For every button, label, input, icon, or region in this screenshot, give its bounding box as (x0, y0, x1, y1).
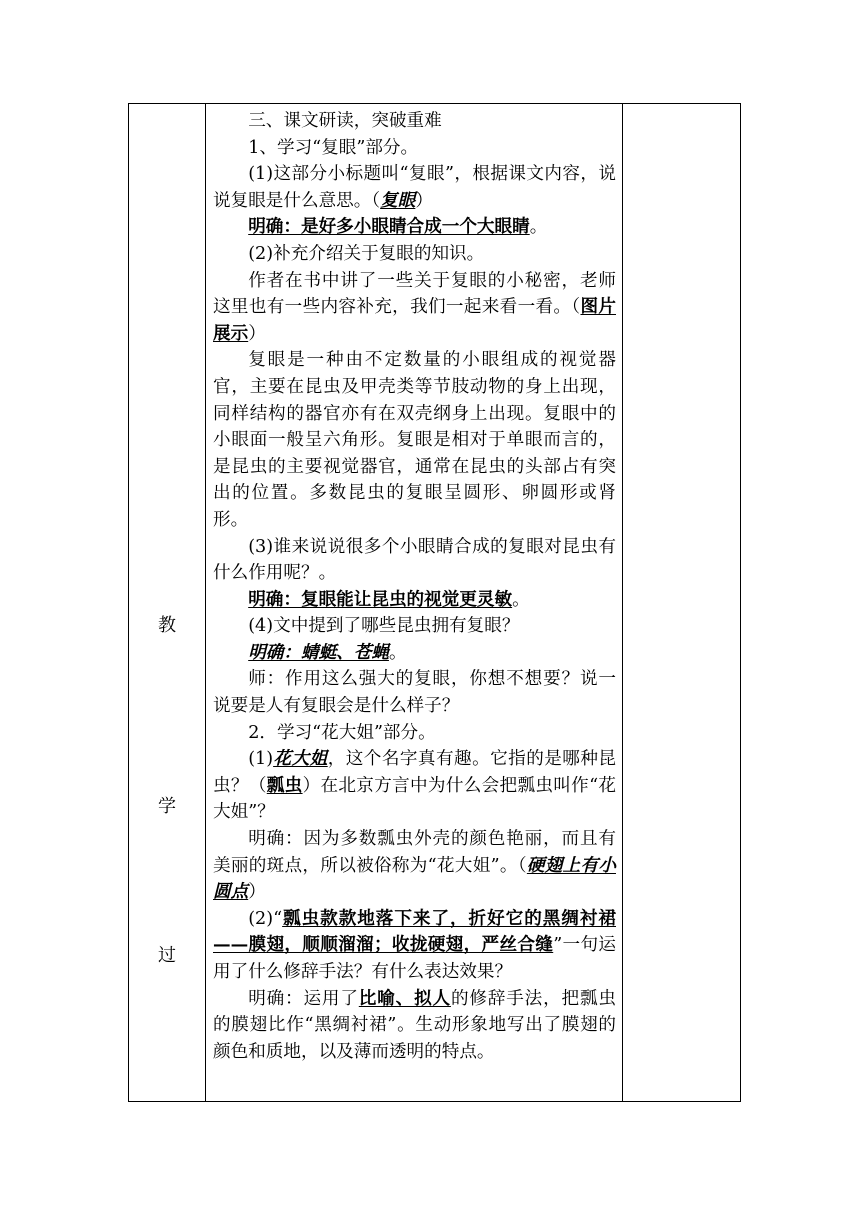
notes-cell (623, 104, 741, 1102)
side-char-3: 过 (158, 945, 176, 966)
question-text: (1) (248, 749, 274, 770)
side-char-1: 教 (158, 615, 176, 636)
emphasis-answer: 复眼 (380, 189, 416, 211)
answer-tail: ） (248, 882, 266, 903)
emphasis-answer: 比喻、拟人 (358, 987, 451, 1009)
emphasis-term: 花大姐 (273, 748, 328, 770)
content-cell (206, 104, 623, 1102)
body-paragraph (213, 268, 616, 348)
body-paragraph: 师：作用这么强大的复眼，你想不想要？说一说要是人有复眼会是什么样子？ (213, 669, 616, 717)
answer-paragraph (213, 826, 616, 906)
answer-tail: 。 (529, 217, 548, 238)
question-paragraph (213, 906, 616, 986)
emphasis-answer: 瓢虫 (266, 774, 303, 796)
question-text: (1)这部分小标题叫“复眼”，根据课文内容，说说复眼是什么意思。（ (213, 164, 616, 211)
emphasis-answer: 硬翅上有小圆点 (213, 854, 616, 903)
answer-paragraph (213, 587, 616, 614)
question-paragraph: (3)谁来说说很多个小眼睛合成的复眼对昆虫有什么作用呢？。 (213, 536, 616, 584)
answer-text: 明确：因为多数瓢虫外壳的颜色艳丽，而且有美丽的斑点，所以被俗称为“花大姐”。（ (213, 829, 616, 876)
lesson-table (128, 103, 741, 1102)
stage-label-cell (129, 104, 206, 1102)
subsection-heading: 2．学习“花大姐”部分。 (248, 722, 436, 743)
question-tail: ”一句运用了什么修辞手法？有什么表达效果？ (213, 935, 616, 982)
answer-text: 明确：是好多小眼睛合成一个大眼睛 (248, 216, 530, 238)
side-char-2: 学 (158, 796, 176, 817)
question-paragraph (213, 746, 616, 826)
question-tail: ）在北京方言中为什么会把瓢虫叫作“花大姐”？ (213, 775, 616, 823)
body-paragraph: 复眼是一种由不定数量的小眼组成的视觉器官，主要在昆虫及甲壳类等节肢动物的身上出现，同样结构的器官亦有在双壳纲身上出现。复眼中的小眼面一般呈六角形。复眼是相对于单眼而言的，是昆虫的主要视觉器官，通常在昆虫的头部占有突出的位置。多数昆虫的复眼呈圆形、卵圆形或肾形。 (213, 350, 616, 530)
body-tail: ） (248, 323, 266, 344)
question-paragraph: (2)补充介绍关于复眼的知识。 (248, 243, 485, 264)
question-paragraph: (4)文中提到了哪些昆虫拥有复眼？ (248, 616, 520, 637)
answer-paragraph (213, 986, 616, 1066)
answer-tail: 。 (512, 589, 530, 610)
answer-paragraph (213, 214, 616, 241)
answer-tail: 的修辞手法，把瓢虫的膜翅比作“黑绸衬裙”。生动形象地写出了膜翅的颜色和质地，以及薄而透明的特点。 (213, 988, 616, 1062)
emphasis-quote: 瓢虫款款地落下来了，折好它的黑绸衬裙——膜翅，顺顺溜溜；收拢硬翅，严丝合缝 (213, 907, 616, 956)
question-paragraph (213, 161, 616, 214)
answer-text: 明确：复眼能让昆虫的视觉更灵敏 (248, 588, 513, 610)
question-tail: ） (415, 190, 433, 211)
answer-text: 明确：蜻蜓、苍蝇 (248, 641, 389, 663)
answer-text: 明确：运用了 (248, 988, 359, 1009)
question-text: ，这个名字真有趣。它指的是哪种昆虫？（ (213, 749, 616, 796)
body-text: 作者在书中讲了一些关于复眼的小秘密，老师这里也有一些内容补充，我们一起来看一看。（ (213, 270, 616, 318)
answer-tail: 。 (388, 642, 407, 663)
subsection-heading: 1、学习“复眼”部分。 (248, 137, 419, 158)
question-text: (2)“ (248, 908, 283, 929)
table-row (129, 104, 741, 1102)
section-heading: 三、课文研读，突破重难 (248, 111, 442, 131)
emphasis-label: 图片展示 (213, 296, 616, 344)
answer-paragraph (213, 640, 616, 667)
